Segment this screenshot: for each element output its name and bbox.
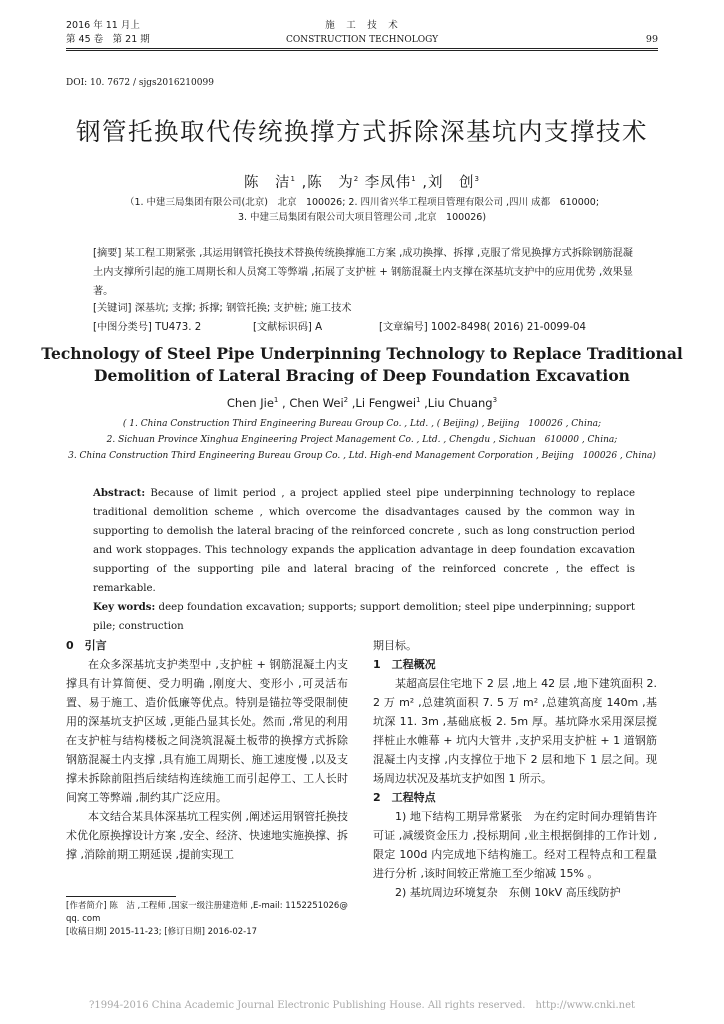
authors-en xyxy=(0,396,724,410)
keywords-en-label: Key words: xyxy=(93,601,156,613)
affiliation-en-3: 3. China Construction Third Engineering Bureau Group Co. , Ltd. High-end Management Corporation , Beijing 100026 , China) xyxy=(68,451,656,461)
doi: DOI: 10. 7672 / sjgs2016210099 xyxy=(66,78,214,88)
feature-paragraph-2: 2) 基坑周边环境复杂 东侧 10kV 高压线防护 xyxy=(395,886,621,899)
abstract-en xyxy=(93,484,635,636)
author-cn-3: 李凤伟 xyxy=(364,175,412,191)
author-cn-4: 刘 创 xyxy=(427,175,475,191)
journal-title-cn: 施 工 技 术 xyxy=(325,20,399,31)
classification-row xyxy=(93,318,633,337)
affiliation-en-2: 2. Sichuan Province Xinghua Engineering Project Management Co. , Ltd. , Chengdu , Sichuan 610000 , China; xyxy=(106,435,618,445)
header-rule-bottom xyxy=(66,50,658,51)
journal-title-en: CONSTRUCTION TECHNOLOGY xyxy=(285,35,439,45)
author-en-1: Chen Jie xyxy=(226,396,274,410)
goal-continuation: 期目标。 xyxy=(373,639,417,652)
volume-issue: 第 45 卷 第 21 期 xyxy=(66,34,150,45)
title-cn: 钢管托换取代传统换撑方式拆除深基坑内支撑技术 xyxy=(76,117,648,146)
page-number: 99 xyxy=(645,34,658,45)
received-date: [收稿日期] 2015-11-23; [修订日期] 2016-02-17 xyxy=(66,927,258,937)
author-en-4-sup: 3 xyxy=(492,396,498,405)
clc-number: [中图分类号] TU473. 2 xyxy=(93,322,202,333)
title-en: Technology of Steel Pipe Underpinning Technology to Replace Traditional Demolition of Lateral Bracing of Deep Foundation Excavation xyxy=(41,344,683,385)
overview-paragraph: 某超高层住宅地下 2 层 ,地上 42 层 ,地下建筑面积 2. 2 万 m² ,总建筑面积 7. 5 万 m² ,总建筑高度 140m ,基坑深 11. 3m ,基础底板 2. 5m 厚。基坑降水采用深层搅拌桩止水帷幕 + 坑内大管井 ,支护采用支护桩 + 1 道钢筋混凝土内支撑 ,内支撑位于地下 2 层和地下 1 层之间。现场周边状况及基坑支护如图 1 所示。 xyxy=(373,677,657,785)
abstract-en-text: Because of limit period , a project applied steel pipe underpinning technology to replace traditional demolition scheme , which overcome the disadvantages caused by the common way in supporting to demolish the lateral bracing of the reinforced concrete , such as long construction period and work stoppages. This technology expands the application advantage in deep foundation excavation supporting of the supporting pile and lateral bracing of the reinforced concrete , the effect is remarkable. xyxy=(93,488,635,594)
issue-date: 2016 年 11 月上 xyxy=(66,20,140,31)
feature-paragraph-1: 1) 地下结构工期异常紧张 为在约定时间办理销售许可证 ,减缓资金压力 ,投标期间 ,业主根据倒排的工作计划 ,限定 100d 内完成地下结构施工。经对工程特点和工程量进行分析 ,该时间较正常施工至少缩减 15% 。 xyxy=(373,810,657,880)
author-en-3-sup: 1 xyxy=(416,396,421,405)
intro-paragraph-1: 在众多深基坑支护类型中 ,支护桩 + 钢筋混凝土内支撑具有计算简便、受力明确 ,刚度大、变形小 ,可灵活布置、易于施工、造价低廉等优点。特别是锚拉等受限制使用的深基坑支护区域 ,更能凸显其长处。然而 ,常见的利用在支护桩与结构楼板之间浇筑混凝土板带的换撑方式拆除钢筋混凝土内支撑 ,具有施工周期长、施工速度慢 ,以及支撑未拆除前阻挡后续结构连续施工而引起停工、工人长时间窝工等弊端 ,制约其广泛应用。 xyxy=(66,658,348,804)
author-cn-2: 陈 为 xyxy=(307,175,354,191)
author-en-2: , Chen Wei xyxy=(278,396,344,410)
intro-paragraph-2: 本文结合某具体深基坑工程实例 ,阐述运用钢管托换技术优化原换撑设计方案 ,安全、经济、快速地实施换撑、拆撑 ,消除前期工期延误 ,提前实现工 xyxy=(66,810,348,861)
section-2-heading: 2 工程特点 xyxy=(373,791,436,804)
author-en-2-sup: 2 xyxy=(343,396,349,405)
abstract-en-label: Abstract: xyxy=(93,487,146,499)
footnote-rule xyxy=(66,896,176,897)
author-cn-3-sup: 1 xyxy=(411,175,417,184)
affiliation-en-1: ( 1. China Construction Third Engineering Bureau Group Co. , Ltd. , ( Beijing) , Beijing 100026 , China; xyxy=(122,419,602,429)
document-code: [文献标识码] A xyxy=(253,322,323,333)
keywords-en-text: deep foundation excavation; supports; support demolition; steel pipe underpinning; support pile; construction xyxy=(93,602,635,632)
affiliation-cn-2: 3. 中建三局集团有限公司大项目管理公司 ,北京 100026) xyxy=(237,212,487,223)
copyright-footer: ?1994-2016 China Academic Journal Electronic Publishing House. All rights reserved. http://www.cnki.net xyxy=(88,1000,635,1011)
author-cn-2-sup: 2 xyxy=(353,175,360,184)
right-column xyxy=(373,636,657,902)
affiliation-cn-1: （1. 中建三局集团有限公司(北京) 北京 100026; 2. 四川省兴华工程项目管理有限公司 ,四川 成都 610000; xyxy=(124,197,600,208)
section-1-heading: 1 工程概况 xyxy=(373,658,436,671)
authors-cn: 陈 洁$^1$ ,陈 为$^2$ 李凤伟$^1$ ,刘 创$^3$ xyxy=(244,175,480,191)
abstract-cn: [摘要] 某工程工期紧张 ,其运用钢管托换技术替换传统换撑施工方案 ,成功换撑、拆撑 ,克服了常见换撑方式拆除钢筋混凝土内支撑所引起的施工周期长和人员窝工等弊端 ,拓展了支护桩 + 钢筋混凝土内支撑在深基坑支护中的应用优势 ,效果显著。 xyxy=(93,248,633,297)
author-cn-4-sup: 3 xyxy=(474,175,480,184)
author-footnote: [作者简介] 陈 洁 ,工程师 ,国家一级注册建造师 ,E-mail: 1152251026@ qq. com xyxy=(66,901,348,924)
author-cn-1-sup: 1 xyxy=(290,175,296,184)
author-cn-1: 陈 洁 xyxy=(244,175,291,191)
keywords-cn: [关键词] 深基坑; 支撑; 拆撑; 钢管托换; 支护桩; 施工技术 xyxy=(93,303,352,314)
article-number: [文章编号] 1002-8498( 2016) 21-0099-04 xyxy=(379,322,587,333)
author-en-3: ,Li Fengwei xyxy=(348,396,417,410)
author-en-4: ,Liu Chuang xyxy=(420,396,493,410)
left-column xyxy=(66,636,348,864)
header-rule-top xyxy=(66,48,658,49)
author-en-1-sup: 1 xyxy=(273,396,279,405)
section-0-heading: 0 引言 xyxy=(66,639,107,652)
